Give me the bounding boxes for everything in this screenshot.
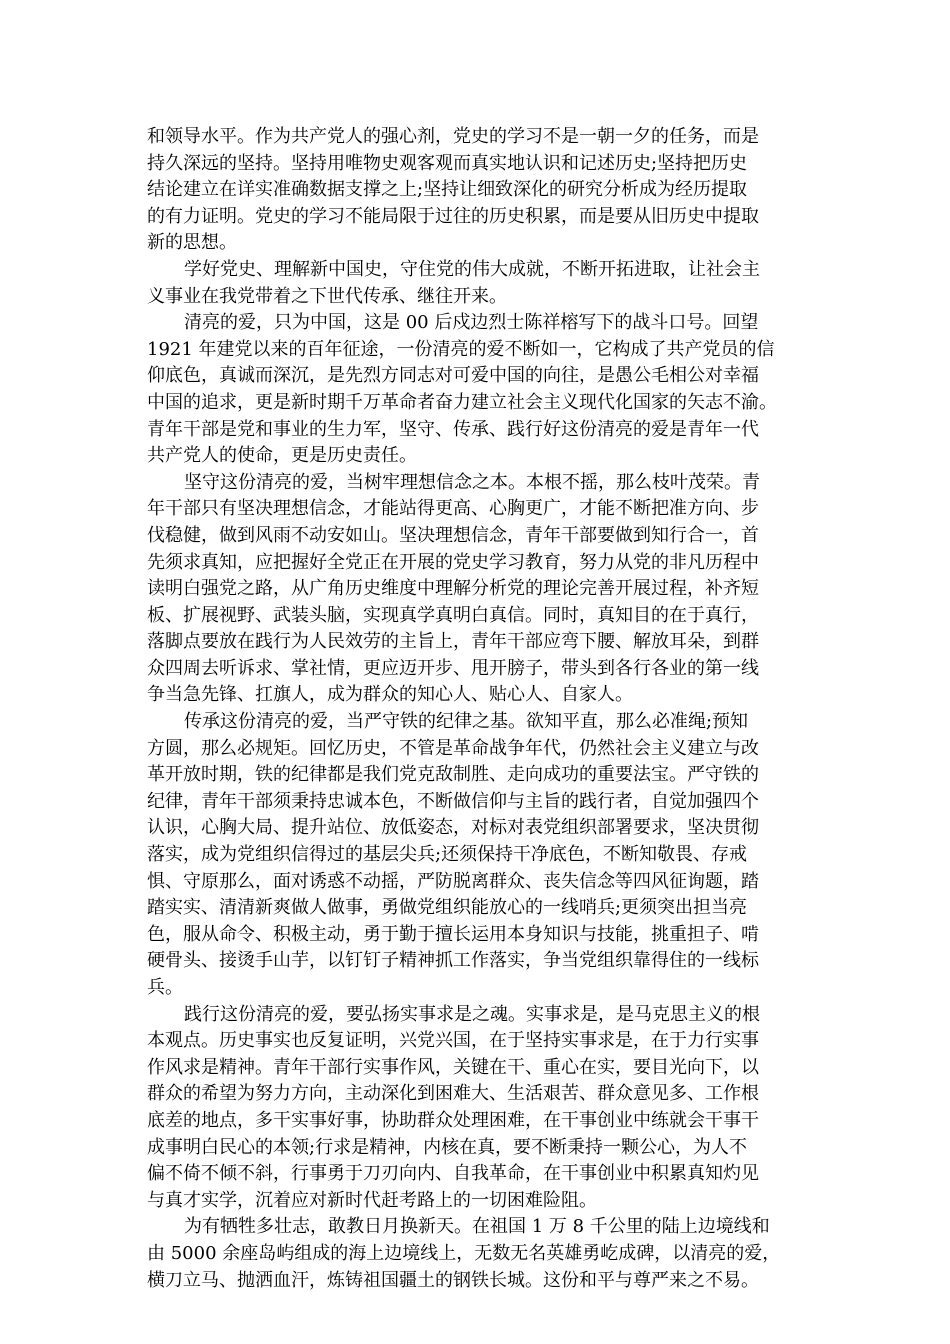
text-line: 的有力证明。党史的学习不能局限于过往的历史积累，而是要从旧历史中提取 (147, 205, 759, 227)
paragraph-first-line: 清亮的爱，只为中国，这是 00 后戍边烈士陈祥榕写下的战斗口号。回望 (184, 312, 759, 334)
text-line: 众四周去听诉求、掌社情，更应迈开步、甩开膀子，带头到各行各业的第一线 (147, 657, 759, 679)
text-line: 落实，成为党组织信得过的基层尖兵;还须保持干净底色，不断知敬畏、存戒 (147, 844, 748, 866)
paragraph-first-line: 学好党史、理解新中国史，守住党的伟大成就，不断开拓进取，让社会主 (184, 258, 760, 280)
text-line: 色，服从命令、积极主动，勇于勤于擅长运用本身知识与技能，挑重担子、啃 (147, 923, 759, 945)
text-line: 中国的追求，更是新时期千万革命者奋力建立社会主义现代化国家的矢志不渝。 (147, 391, 777, 413)
text-line: 偏不倚不倾不斜，行事勇于刀刃向内、自我革命，在干事创业中积累真知灼见 (147, 1163, 759, 1185)
text-line: 本观点。历史事实也反复证明，兴党兴国，在于坚持实事求是，在于力行实事 (147, 1030, 759, 1052)
text-line: 先须求真知，应把握好全党正在开展的党史学习教育，努力从党的非凡历程中 (147, 551, 759, 573)
text-line: 青年干部是党和事业的生力军，坚守、传承、践行好这份清亮的爱是青年一代 (147, 418, 759, 440)
text-line: 争当急先锋、扛旗人，成为群众的知心人、贴心人、自家人。 (147, 684, 633, 706)
text-line: 惧、守原那么，面对诱惑不动摇，严防脱离群众、丧失信念等四风征询题，踏 (147, 870, 759, 892)
paragraph-first-line: 坚守这份清亮的爱，当树牢理想信念之本。本根不摇，那么枝叶茂荣。青 (184, 471, 760, 493)
text-line: 由 5000 余座岛屿组成的海上边境线上，无数无名英雄勇屹成碑，以清亮的爱， (147, 1242, 781, 1264)
text-line: 成事明白民心的本领;行求是精神，内核在真，要不断秉持一颗公心，为人不 (147, 1136, 748, 1158)
paragraph-first-line: 践行这份清亮的爱，要弘扬实事求是之魂。实事求是，是马克思主义的根 (184, 1003, 760, 1025)
text-line: 横刀立马、抛洒血汗，炼铸祖国疆土的钢铁长城。这份和平与尊严来之不易。 (147, 1269, 759, 1291)
text-line: 硬骨头、接烫手山芋，以钉钉子精神抓工作落实，争当党组织靠得住的一线标 (147, 950, 759, 972)
text-line: 纪律，青年干部须秉持忠诚本色，不断做信仰与主旨的践行者，自觉加强四个 (147, 790, 759, 812)
paragraph-first-line: 传承这份清亮的爱，当严守铁的纪律之基。欲知平直，那么必准绳;预知 (184, 711, 749, 733)
text-line: 持久深远的坚持。坚持用唯物史观客观而真实地认识和记述历史;坚持把历史 (147, 152, 748, 174)
text-line: 群众的希望为努力方向，主动深化到困难大、生活艰苦、群众意见多、工作根 (147, 1083, 759, 1105)
text-line: 踏实实、清清新爽做人做事，勇做党组织能放心的一线哨兵;更须突出担当亮 (147, 897, 748, 919)
text-line: 结论建立在详实准确数据支撑之上;坚持让细致深化的研究分析成为经历提取 (147, 179, 748, 201)
text-line: 伐稳健，做到风雨不动安如山。坚决理想信念，青年干部要做到知行合一，首 (147, 524, 759, 546)
text-line: 1921 年建党以来的百年征途，一份清亮的爱不断如一，它构成了共产党员的信 (147, 338, 775, 360)
text-line: 仰底色，真诚而深沉，是先烈方同志对可爱中国的向往，是愚公毛相公对幸福 (147, 365, 759, 387)
text-line: 革开放时期，铁的纪律都是我们党克敌制胜、走向成功的重要法宝。严守铁的 (147, 764, 759, 786)
text-line: 落脚点要放在践行为人民效劳的主旨上，青年干部应弯下腰、解放耳朵，到群 (147, 631, 759, 653)
text-line: 方圆，那么必规矩。回忆历史，不管是革命战争年代，仍然社会主义建立与改 (147, 737, 759, 759)
text-line: 与真才实学，沉着应对新时代赶考路上的一切困难险阻。 (147, 1189, 597, 1211)
text-line: 义事业在我党带着之下世代传承、继往开来。 (147, 285, 507, 307)
text-line: 认识，心胸大局、提升站位、放低姿态，对标对表党组织部署要求，坚决贯彻 (147, 817, 759, 839)
paragraph-first-line: 为有牺牲多壮志，敢教日月换新天。在祖国 1 万 8 千公里的陆上边境线和 (184, 1216, 770, 1238)
text-line: 新的思想。 (147, 232, 237, 254)
text-line: 板、扩展视野、武装头脑，实现真学真明白真信。同时，真知目的在于真行， (147, 604, 759, 626)
text-line: 兵。 (147, 977, 183, 998)
document-body (147, 124, 807, 1294)
text-line: 底差的地点，多干实事好事，协助群众处理困难，在干事创业中练就会干事干 (147, 1109, 759, 1131)
text-line: 共产党人的使命，更是历史责任。 (147, 445, 417, 467)
text-line: 读明白强党之路，从广角历史维度中理解分析党的理论完善开展过程，补齐短 (147, 578, 759, 600)
text-line: 作风求是精神。青年干部行实事作风，关键在干、重心在实，要目光向下，以 (147, 1056, 759, 1078)
text-line: 年干部只有坚决理想信念，才能站得更高、心胸更广，才能不断把准方向、步 (147, 498, 759, 520)
text-line: 和领导水平。作为共产党人的强心剂，党史的学习不是一朝一夕的任务，而是 (147, 126, 759, 147)
